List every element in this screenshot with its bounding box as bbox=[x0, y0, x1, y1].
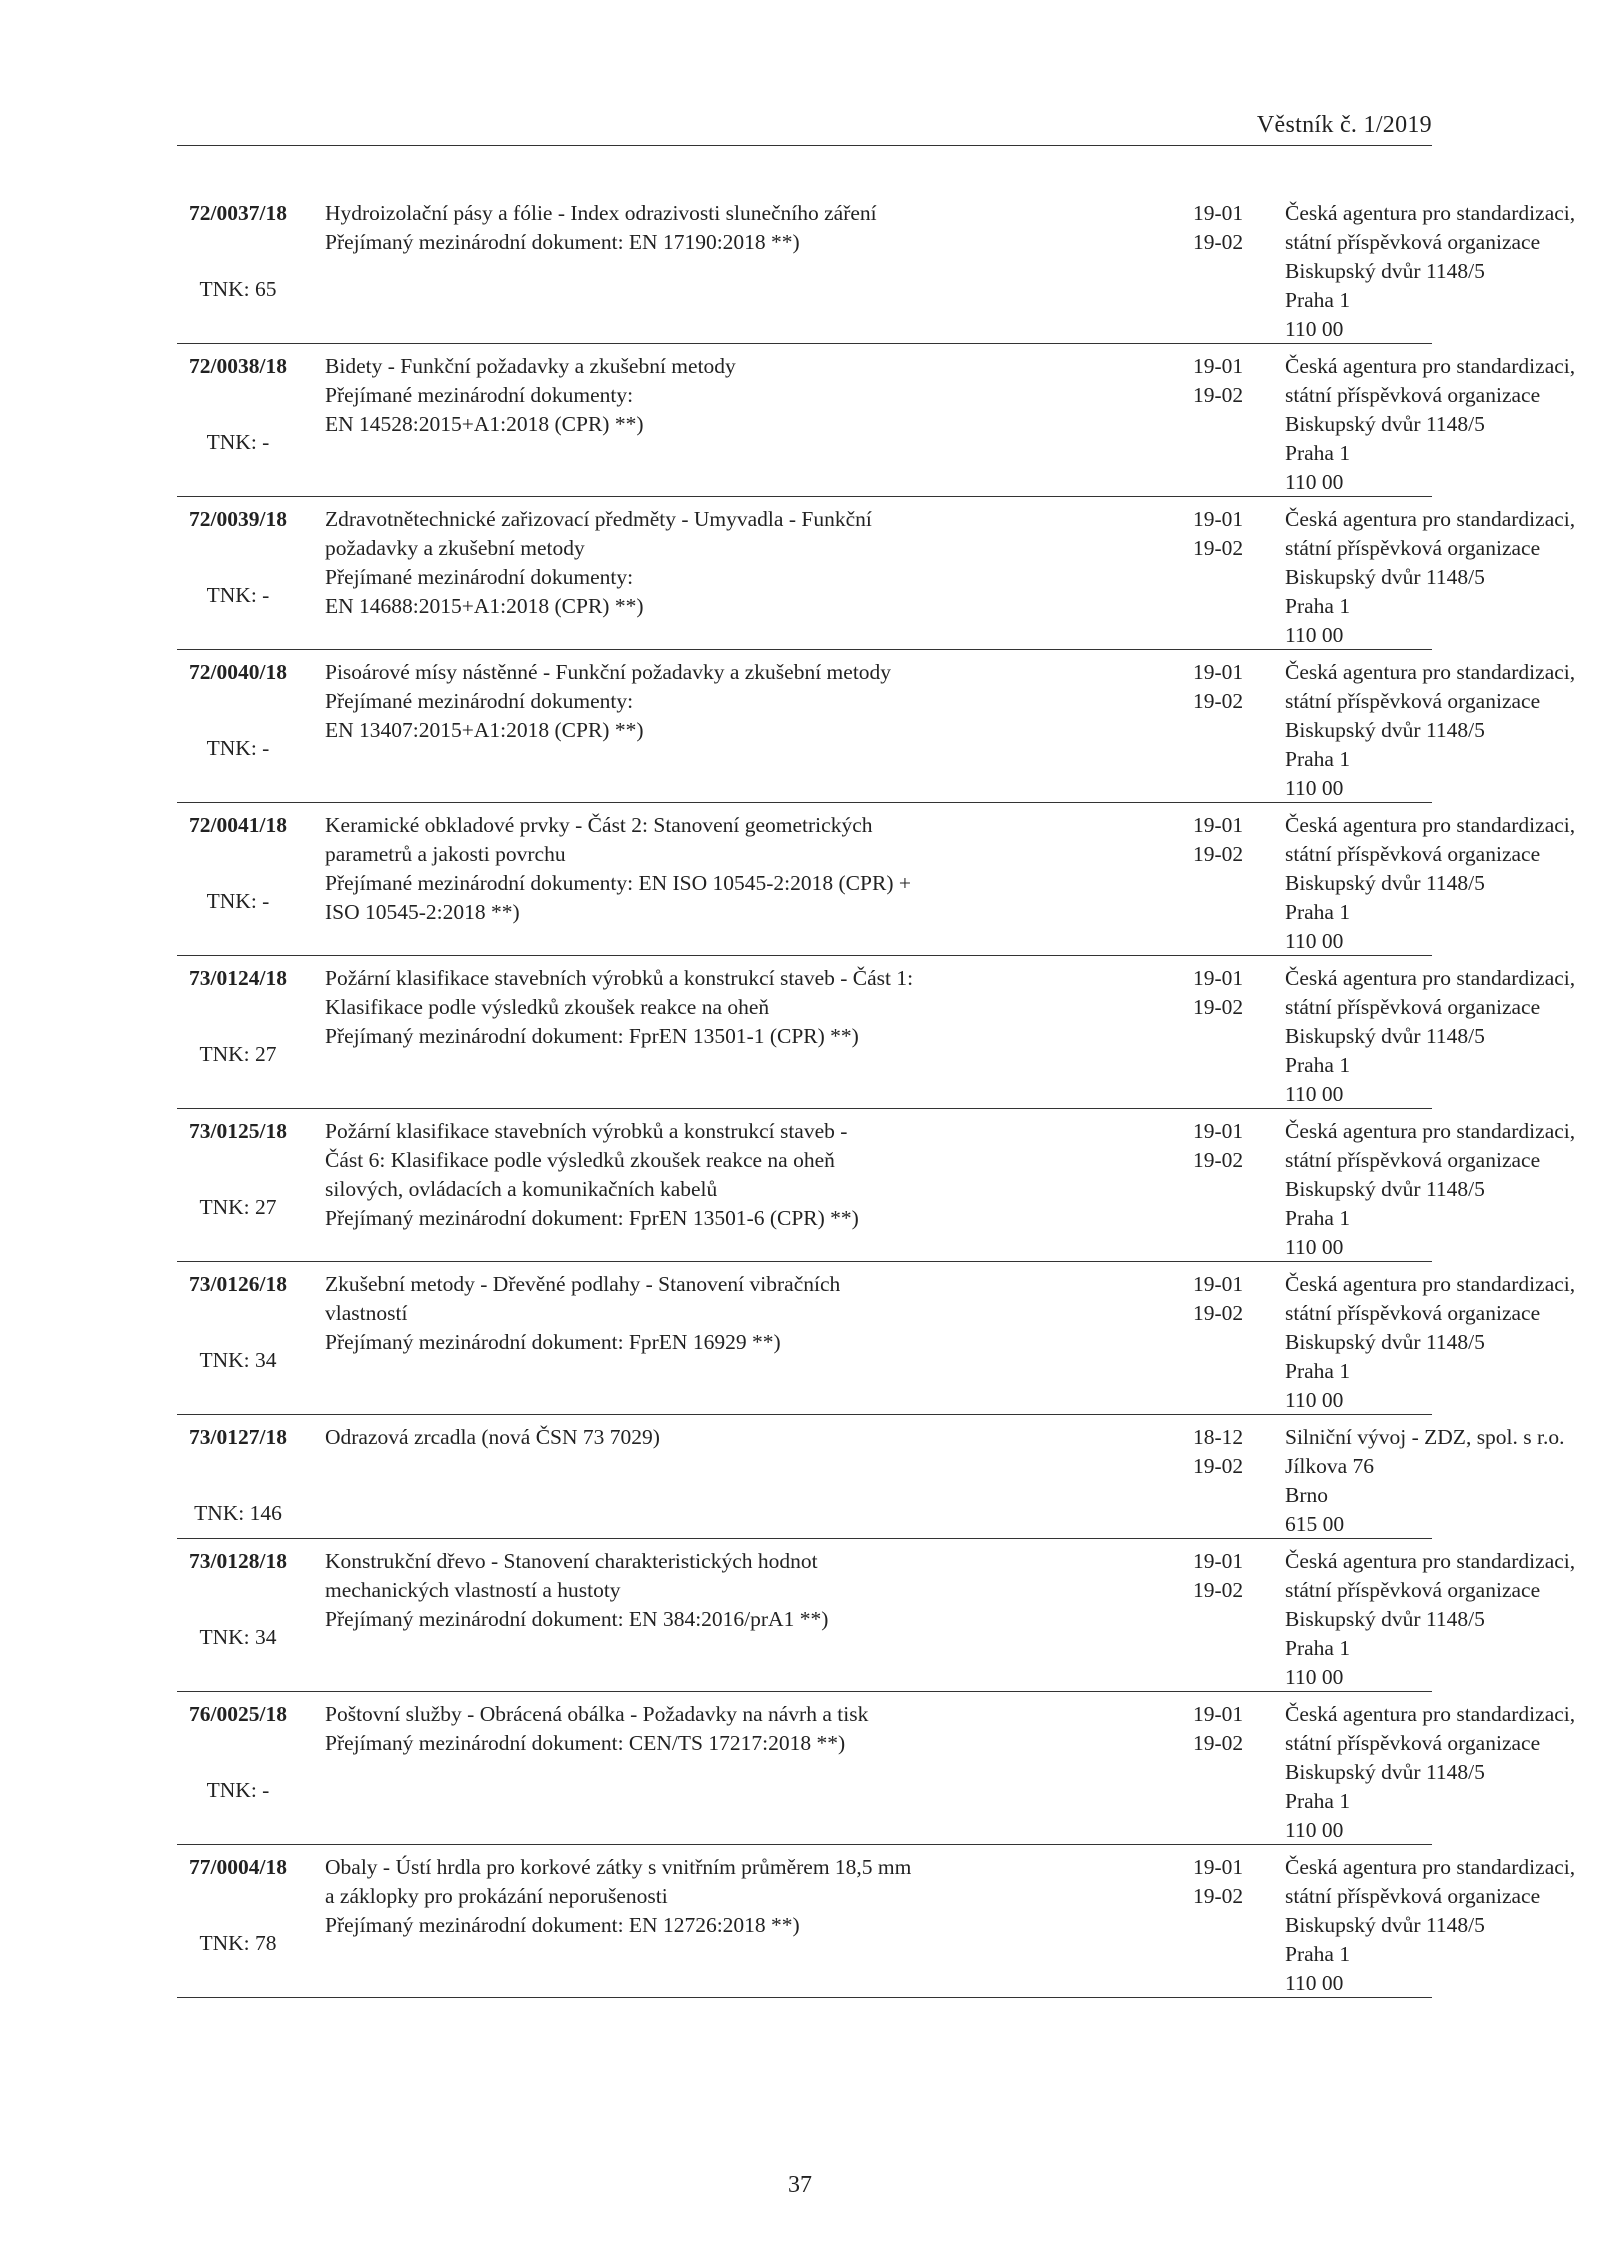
entry-dates-line: 18-12 bbox=[1193, 1425, 1244, 1449]
entry-tnk: TNK: 65 bbox=[199, 277, 277, 301]
entry-code: 77/0004/18 bbox=[189, 1855, 287, 1879]
entry-organization-line: Praha 1 bbox=[1285, 288, 1351, 312]
entry-organization-line: Biskupský dvůr 1148/5 bbox=[1285, 718, 1485, 742]
entry-code: 73/0125/18 bbox=[189, 1119, 287, 1143]
entry-code: 72/0040/18 bbox=[189, 660, 287, 684]
entry-dates-line: 19-02 bbox=[1193, 1148, 1244, 1172]
entry-description-line: Přejímaný mezinárodní dokument: EN 17190:2018 **) bbox=[325, 230, 800, 254]
entry-description bbox=[325, 1853, 1170, 1940]
entry-description-line: a záklopky pro prokázání neporušenosti bbox=[325, 1884, 668, 1908]
entry-organization-line: státní příspěvková organizace bbox=[1285, 1884, 1541, 1908]
entry-dates bbox=[1193, 964, 1263, 1022]
entry-organization-line: státní příspěvková organizace bbox=[1285, 1301, 1541, 1325]
entry-dates bbox=[1193, 1117, 1263, 1175]
entry-description-line: Přejímaný mezinárodní dokument: FprEN 13501-1 (CPR) **) bbox=[325, 1024, 859, 1048]
entry-description-line: Přejímané mezinárodní dokumenty: bbox=[325, 383, 634, 407]
entry-organization-line: Praha 1 bbox=[1285, 1789, 1351, 1813]
entry-row bbox=[177, 1415, 1565, 1539]
entry-description bbox=[325, 505, 1170, 621]
entry-organization-line: 110 00 bbox=[1285, 776, 1344, 800]
entry-description-line: Zdravotnětechnické zařizovací předměty - Umyvadla - Funkční bbox=[325, 507, 872, 531]
entry-description-line: Přejímané mezinárodní dokumenty: bbox=[325, 565, 634, 589]
entry-description bbox=[325, 811, 1170, 927]
entry-organization-line: Praha 1 bbox=[1285, 1636, 1351, 1660]
entry-dates-line: 19-02 bbox=[1193, 1301, 1244, 1325]
entry-description-line: Požární klasifikace stavebních výrobků a konstrukcí staveb - Část 1: bbox=[325, 966, 914, 990]
entry-organization bbox=[1285, 1547, 1576, 1692]
entry-description-line: Pisoárové mísy nástěnné - Funkční požadavky a zkušební metody bbox=[325, 660, 892, 684]
entry-organization-line: Praha 1 bbox=[1285, 1053, 1351, 1077]
entry-organization bbox=[1285, 964, 1576, 1109]
entry-organization-line: Česká agentura pro standardizaci, bbox=[1285, 1272, 1576, 1296]
entry-dates bbox=[1193, 1853, 1263, 1911]
entry-description-line: EN 14528:2015+A1:2018 (CPR) **) bbox=[325, 412, 644, 436]
entry-row bbox=[177, 803, 1576, 956]
entry-organization-line: Silniční vývoj - ZDZ, spol. s r.o. bbox=[1285, 1425, 1565, 1449]
entry-organization-line: státní příspěvková organizace bbox=[1285, 536, 1541, 560]
entry-organization-line: Česká agentura pro standardizaci, bbox=[1285, 813, 1576, 837]
entry-dates bbox=[1193, 1547, 1263, 1605]
entry-dates-line: 19-01 bbox=[1193, 507, 1244, 531]
entry-code: 73/0128/18 bbox=[189, 1549, 287, 1573]
entry-description-line: Zkušební metody - Dřevěné podlahy - Stanovení vibračních bbox=[325, 1272, 841, 1296]
entry-description-line: Přejímaný mezinárodní dokument: EN 384:2016/prA1 **) bbox=[325, 1607, 829, 1631]
entry-dates bbox=[1193, 1700, 1263, 1758]
entry-description bbox=[325, 1547, 1170, 1634]
entry-organization-line: Biskupský dvůr 1148/5 bbox=[1285, 1913, 1485, 1937]
entry-dates-line: 19-01 bbox=[1193, 1272, 1244, 1296]
entry-code: 72/0039/18 bbox=[189, 507, 287, 531]
entry-description-line: Konstrukční dřevo - Stanovení charakteristických hodnot bbox=[325, 1549, 818, 1573]
entry-row bbox=[177, 191, 1576, 344]
entry-organization-line: Praha 1 bbox=[1285, 747, 1351, 771]
entry-row bbox=[177, 1692, 1576, 1845]
entry-dates-line: 19-01 bbox=[1193, 1855, 1244, 1879]
entry-organization-line: státní příspěvková organizace bbox=[1285, 842, 1541, 866]
entry-tnk: TNK: 34 bbox=[199, 1625, 277, 1649]
entry-description-line: Přejímaný mezinárodní dokument: FprEN 16929 **) bbox=[325, 1330, 781, 1354]
entry-tnk: TNK: 146 bbox=[194, 1501, 282, 1525]
entry-description-line: Část 6: Klasifikace podle výsledků zkoušek reakce na oheň bbox=[325, 1148, 835, 1172]
entry-description-line: požadavky a zkušební metody bbox=[325, 536, 585, 560]
entry-description-line: Odrazová zrcadla (nová ČSN 73 7029) bbox=[325, 1425, 660, 1449]
entry-tnk: TNK: - bbox=[206, 583, 270, 607]
entry-dates bbox=[1193, 658, 1263, 716]
entry-organization bbox=[1285, 1270, 1576, 1415]
entry-dates-line: 19-02 bbox=[1193, 995, 1244, 1019]
entry-dates-line: 19-01 bbox=[1193, 660, 1244, 684]
entry-organization-line: státní příspěvková organizace bbox=[1285, 383, 1541, 407]
entry-description-line: Přejímané mezinárodní dokumenty: bbox=[325, 689, 634, 713]
entry-description-line: silových, ovládacích a komunikačních kabelů bbox=[325, 1177, 718, 1201]
entry-description bbox=[325, 199, 1170, 257]
entry-organization-line: Brno bbox=[1285, 1483, 1328, 1507]
entry-description-line: Přejímaný mezinárodní dokument: EN 12726:2018 **) bbox=[325, 1913, 800, 1937]
entry-organization-line: 110 00 bbox=[1285, 1665, 1344, 1689]
entry-organization bbox=[1285, 352, 1576, 497]
entry-organization-line: 110 00 bbox=[1285, 929, 1344, 953]
entry-row bbox=[177, 1109, 1576, 1262]
entry-tnk: TNK: 78 bbox=[199, 1931, 277, 1955]
entry-dates-line: 19-02 bbox=[1193, 383, 1244, 407]
entry-dates-line: 19-02 bbox=[1193, 689, 1244, 713]
entry-organization-line: státní příspěvková organizace bbox=[1285, 995, 1541, 1019]
entry-dates-line: 19-02 bbox=[1193, 1454, 1244, 1478]
entry-organization-line: státní příspěvková organizace bbox=[1285, 1578, 1541, 1602]
entry-organization bbox=[1285, 505, 1576, 650]
entry-description-line: Hydroizolační pásy a fólie - Index odrazivosti slunečního záření bbox=[325, 201, 877, 225]
entry-organization-line: Praha 1 bbox=[1285, 1206, 1351, 1230]
entry-code: 72/0041/18 bbox=[189, 813, 287, 837]
entry-organization bbox=[1285, 1853, 1576, 1998]
entry-dates bbox=[1193, 199, 1263, 257]
page-number: 37 bbox=[788, 2172, 812, 2198]
entry-description bbox=[325, 1117, 1170, 1233]
entry-organization-line: Česká agentura pro standardizaci, bbox=[1285, 354, 1576, 378]
entry-organization-line: Česká agentura pro standardizaci, bbox=[1285, 1549, 1576, 1573]
entry-dates-line: 19-01 bbox=[1193, 966, 1244, 990]
entry-organization-line: Česká agentura pro standardizaci, bbox=[1285, 966, 1576, 990]
entry-code: 73/0126/18 bbox=[189, 1272, 287, 1296]
entry-organization bbox=[1285, 658, 1576, 803]
entry-tnk: TNK: - bbox=[206, 736, 270, 760]
entry-row bbox=[177, 1262, 1576, 1415]
entry-dates bbox=[1193, 352, 1263, 410]
entry-organization-line: 615 00 bbox=[1285, 1512, 1345, 1536]
entry-organization-line: Jílkova 76 bbox=[1285, 1454, 1374, 1478]
entry-organization-line: 110 00 bbox=[1285, 623, 1344, 647]
entry-organization-line: 110 00 bbox=[1285, 1082, 1344, 1106]
entry-dates bbox=[1193, 811, 1263, 869]
entry-organization-line: Česká agentura pro standardizaci, bbox=[1285, 507, 1576, 531]
entry-row bbox=[177, 344, 1576, 497]
entry-organization-line: 110 00 bbox=[1285, 470, 1344, 494]
entry-organization-line: 110 00 bbox=[1285, 1235, 1344, 1259]
entry-description-line: Bidety - Funkční požadavky a zkušební metody bbox=[325, 354, 736, 378]
entry-organization-line: Biskupský dvůr 1148/5 bbox=[1285, 1177, 1485, 1201]
entry-organization bbox=[1285, 1423, 1565, 1539]
entry-organization-line: státní příspěvková organizace bbox=[1285, 1731, 1541, 1755]
entry-row bbox=[177, 956, 1576, 1109]
entry-description bbox=[325, 352, 1170, 439]
entry-description bbox=[325, 964, 1170, 1051]
entry-description-line: ISO 10545-2:2018 **) bbox=[325, 900, 520, 924]
entry-description-line: Obaly - Ústí hrdla pro korkové zátky s vnitřním průměrem 18,5 mm bbox=[325, 1855, 912, 1879]
entry-description-line: Požární klasifikace stavebních výrobků a konstrukcí staveb - bbox=[325, 1119, 848, 1143]
entry-organization-line: Česká agentura pro standardizaci, bbox=[1285, 1855, 1576, 1879]
entry-code: 72/0037/18 bbox=[189, 201, 287, 225]
entry-row bbox=[177, 1539, 1576, 1692]
entry-organization-line: státní příspěvková organizace bbox=[1285, 689, 1541, 713]
entry-organization-line: Praha 1 bbox=[1285, 441, 1351, 465]
entry-organization-line: Biskupský dvůr 1148/5 bbox=[1285, 259, 1485, 283]
entry-organization bbox=[1285, 811, 1576, 956]
entry-organization-line: Biskupský dvůr 1148/5 bbox=[1285, 1330, 1485, 1354]
entry-code: 73/0127/18 bbox=[189, 1425, 287, 1449]
entry-dates bbox=[1193, 505, 1263, 563]
entry-dates bbox=[1193, 1270, 1263, 1328]
entry-description bbox=[325, 1700, 1170, 1758]
entry-tnk: TNK: - bbox=[206, 1778, 270, 1802]
entry-dates-line: 19-01 bbox=[1193, 201, 1244, 225]
entry-organization-line: 110 00 bbox=[1285, 1971, 1344, 1995]
entry-dates-line: 19-01 bbox=[1193, 1549, 1244, 1573]
entry-dates-line: 19-01 bbox=[1193, 354, 1244, 378]
entry-tnk: TNK: - bbox=[206, 889, 270, 913]
entry-dates-line: 19-02 bbox=[1193, 1884, 1244, 1908]
entry-tnk: TNK: 27 bbox=[199, 1042, 277, 1066]
entry-organization-line: Praha 1 bbox=[1285, 1942, 1351, 1966]
entry-description bbox=[325, 1270, 1170, 1357]
entry-dates-line: 19-01 bbox=[1193, 1119, 1244, 1143]
entry-organization-line: Biskupský dvůr 1148/5 bbox=[1285, 1607, 1485, 1631]
entry-description bbox=[325, 1423, 1170, 1452]
entry-row bbox=[177, 1845, 1576, 1998]
entries-list bbox=[177, 191, 1576, 1998]
entry-dates-line: 19-01 bbox=[1193, 813, 1244, 837]
entry-organization bbox=[1285, 199, 1576, 344]
entry-dates-line: 19-02 bbox=[1193, 536, 1244, 560]
entry-row bbox=[177, 650, 1576, 803]
entry-description-line: Keramické obkladové prvky - Část 2: Stanovení geometrických bbox=[325, 813, 873, 837]
entry-description-line: EN 13407:2015+A1:2018 (CPR) **) bbox=[325, 718, 644, 742]
entry-row bbox=[177, 497, 1576, 650]
entry-organization-line: Praha 1 bbox=[1285, 594, 1351, 618]
header-rule bbox=[177, 145, 1432, 146]
entry-organization-line: Česká agentura pro standardizaci, bbox=[1285, 201, 1576, 225]
entry-description-line: Přejímaný mezinárodní dokument: CEN/TS 17217:2018 **) bbox=[325, 1731, 846, 1755]
entry-organization-line: Česká agentura pro standardizaci, bbox=[1285, 1702, 1576, 1726]
entry-dates-line: 19-01 bbox=[1193, 1702, 1244, 1726]
entry-dates-line: 19-02 bbox=[1193, 1578, 1244, 1602]
entry-tnk: TNK: 27 bbox=[199, 1195, 277, 1219]
entry-organization bbox=[1285, 1700, 1576, 1845]
entry-dates-line: 19-02 bbox=[1193, 1731, 1244, 1755]
entry-description bbox=[325, 658, 1170, 745]
entry-organization-line: Česká agentura pro standardizaci, bbox=[1285, 1119, 1576, 1143]
entry-dates-line: 19-02 bbox=[1193, 230, 1244, 254]
entry-organization-line: Praha 1 bbox=[1285, 1359, 1351, 1383]
page-header-title: Věstník č. 1/2019 bbox=[1256, 112, 1432, 138]
entry-organization-line: 110 00 bbox=[1285, 1818, 1344, 1842]
entry-tnk: TNK: 34 bbox=[199, 1348, 277, 1372]
entry-description-line: Přejímaný mezinárodní dokument: FprEN 13501-6 (CPR) **) bbox=[325, 1206, 859, 1230]
entry-code: 73/0124/18 bbox=[189, 966, 287, 990]
entry-organization-line: státní příspěvková organizace bbox=[1285, 1148, 1541, 1172]
entry-description-line: vlastností bbox=[325, 1301, 408, 1325]
entry-organization-line: Biskupský dvůr 1148/5 bbox=[1285, 565, 1485, 589]
entry-organization bbox=[1285, 1117, 1576, 1262]
entry-organization-line: Biskupský dvůr 1148/5 bbox=[1285, 1760, 1485, 1784]
entry-organization-line: Biskupský dvůr 1148/5 bbox=[1285, 871, 1485, 895]
entry-organization-line: Praha 1 bbox=[1285, 900, 1351, 924]
entry-organization-line: Česká agentura pro standardizaci, bbox=[1285, 660, 1576, 684]
entry-organization-line: Biskupský dvůr 1148/5 bbox=[1285, 1024, 1485, 1048]
entry-code: 76/0025/18 bbox=[189, 1702, 287, 1726]
entry-description-line: EN 14688:2015+A1:2018 (CPR) **) bbox=[325, 594, 644, 618]
entry-description-line: Přejímané mezinárodní dokumenty: EN ISO 10545-2:2018 (CPR) + bbox=[325, 871, 911, 895]
entry-organization-line: 110 00 bbox=[1285, 317, 1344, 341]
entry-dates-line: 19-02 bbox=[1193, 842, 1244, 866]
entry-description-line: Klasifikace podle výsledků zkoušek reakce na oheň bbox=[325, 995, 770, 1019]
entry-description-line: Poštovní služby - Obrácená obálka - Požadavky na návrh a tisk bbox=[325, 1702, 869, 1726]
entry-organization-line: Biskupský dvůr 1148/5 bbox=[1285, 412, 1485, 436]
entry-dates bbox=[1193, 1423, 1263, 1481]
entry-organization-line: 110 00 bbox=[1285, 1388, 1344, 1412]
entry-description-line: parametrů a jakosti povrchu bbox=[325, 842, 566, 866]
entry-code: 72/0038/18 bbox=[189, 354, 287, 378]
entry-description-line: mechanických vlastností a hustoty bbox=[325, 1578, 621, 1602]
entry-tnk: TNK: - bbox=[206, 430, 270, 454]
entry-organization-line: státní příspěvková organizace bbox=[1285, 230, 1541, 254]
